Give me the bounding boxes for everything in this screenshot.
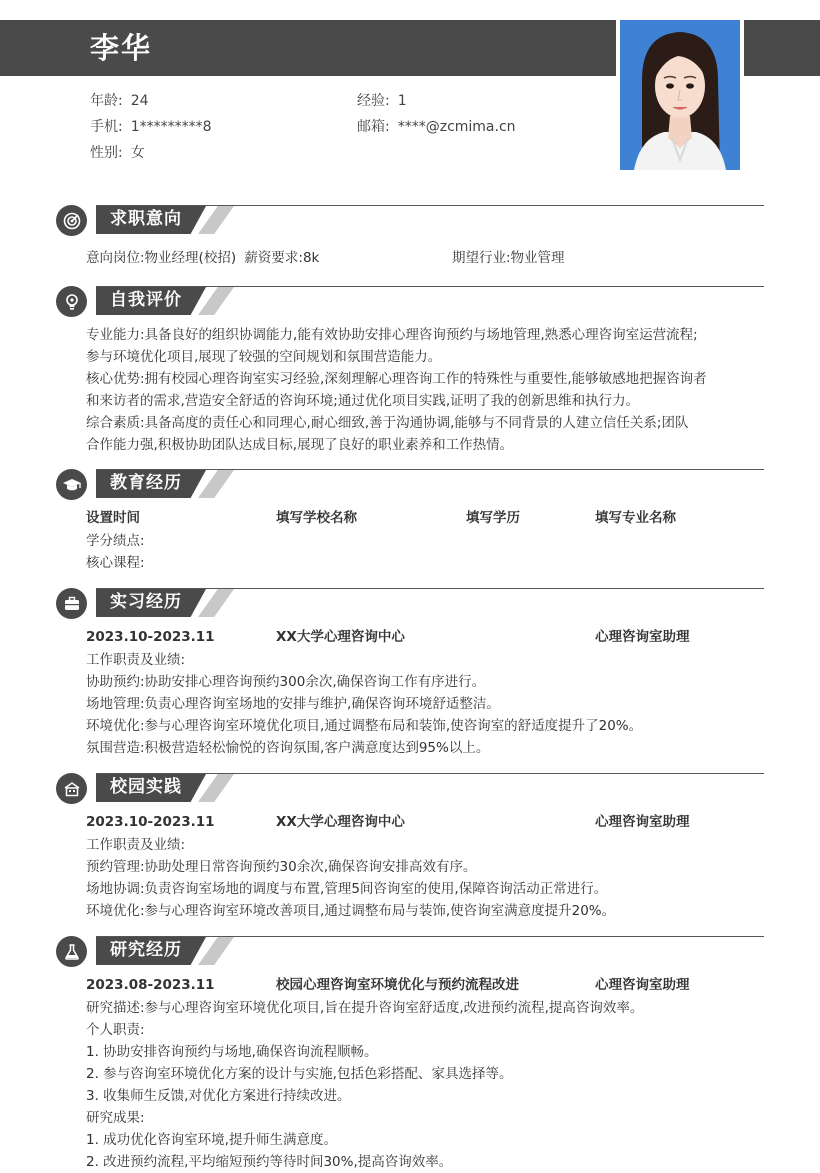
campus-line: 工作职责及业绩: xyxy=(86,837,186,853)
research-line: 2. 改进预约流程,平均缩短预约等待时间30%,提高咨询效率。 xyxy=(86,1154,453,1170)
profile-photo xyxy=(620,20,740,170)
internship-body xyxy=(86,649,766,759)
briefcase-icon xyxy=(56,588,87,619)
campus-org: XX大学心理咨询中心 xyxy=(276,814,405,830)
campus-line: 预约管理:协助处理日常咨询预约30余次,确保咨询安排高效有序。 xyxy=(86,859,477,875)
section-education-header xyxy=(56,469,764,501)
self-eval-line: 参与环境优化项目,展现了较强的空间规划和氛围营造能力。 xyxy=(86,349,442,365)
target-icon xyxy=(56,205,87,236)
research-project: 校园心理咨询室环境优化与预约流程改进 xyxy=(276,977,519,993)
lightbulb-icon xyxy=(56,286,87,317)
campus-body xyxy=(86,834,766,922)
research-line: 研究描述:参与心理咨询室环境优化项目,旨在提升咨询室舒适度,改进预约流程,提高咨询效率。 xyxy=(86,1000,644,1016)
gender-info xyxy=(90,143,145,163)
self-eval-line: 专业能力:具备良好的组织协调能力,能有效协助安排心理咨询预约与场地管理,熟悉心理咨询室运营流程; xyxy=(86,327,698,343)
section-internship-header xyxy=(56,588,764,620)
age-info xyxy=(90,91,149,111)
research-line: 个人职责: xyxy=(86,1022,145,1038)
section-title: 教育经历 xyxy=(110,473,182,493)
section-research-header xyxy=(56,936,764,968)
research-line: 3. 收集师生反馈,对优化方案进行持续改进。 xyxy=(86,1088,351,1104)
education-gpa: 学分绩点: xyxy=(86,533,145,549)
experience-label: 经验: xyxy=(357,93,390,109)
internship-line: 工作职责及业绩: xyxy=(86,652,186,668)
education-school: 填写学校名称 xyxy=(276,510,357,526)
intent-row xyxy=(86,247,766,269)
internship-line: 环境优化:参与心理咨询室环境优化项目,通过调整布局和装饰,使咨询室的舒适度提升了20%。 xyxy=(86,718,643,734)
email-label: 邮箱: xyxy=(357,119,390,135)
internship-line: 场地管理:负责心理咨询室场地的安排与维护,确保咨询环境舒适整洁。 xyxy=(86,696,500,712)
research-line: 1. 成功优化咨询室环境,提升师生满意度。 xyxy=(86,1132,337,1148)
phone-value: 1*********8 xyxy=(130,119,212,135)
section-campus-header xyxy=(56,773,764,805)
self-eval-line: 合作能力强,积极协助团队达成目标,展现了良好的职业素养和工作热情。 xyxy=(86,437,514,453)
internship-org: XX大学心理咨询中心 xyxy=(276,629,405,645)
education-major: 填写专业名称 xyxy=(595,510,676,526)
gender-label: 性别: xyxy=(90,145,123,161)
campus-role: 心理咨询室助理 xyxy=(595,814,690,830)
education-time: 设置时间 xyxy=(86,510,140,526)
campus-time: 2023.10-2023.11 xyxy=(86,814,215,830)
email-info xyxy=(357,117,516,137)
section-title: 自我评价 xyxy=(110,290,182,310)
internship-line: 氛围营造:积极营造轻松愉悦的咨询氛围,客户满意度达到95%以上。 xyxy=(86,740,490,756)
section-title: 实习经历 xyxy=(110,592,182,612)
candidate-name: 李华 xyxy=(90,31,153,65)
section-title: 校园实践 xyxy=(110,777,182,797)
phone-label: 手机: xyxy=(90,119,123,135)
research-time: 2023.08-2023.11 xyxy=(86,977,215,993)
age-value: 24 xyxy=(130,93,149,109)
internship-time: 2023.10-2023.11 xyxy=(86,629,215,645)
education-details xyxy=(86,530,766,574)
experience-value: 1 xyxy=(397,93,407,109)
self-eval-line: 和来访者的需求,营造安全舒适的咨询环境;通过优化项目实践,证明了我的创新思维和执行力。 xyxy=(86,393,640,409)
research-role: 心理咨询室助理 xyxy=(595,977,690,993)
section-intent-header xyxy=(56,205,764,237)
section-title: 研究经历 xyxy=(110,940,182,960)
gender-value: 女 xyxy=(130,145,145,161)
phone-info xyxy=(90,117,212,137)
research-line: 1. 协助安排咨询预约与场地,确保咨询流程顺畅。 xyxy=(86,1044,378,1060)
intent-salary: 薪资要求:8k xyxy=(244,250,320,266)
self-eval-line: 综合素质:具备高度的责任心和同理心,耐心细致,善于沟通协调,能够与不同背景的人建立信任关系;团队 xyxy=(86,415,689,431)
graduation-cap-icon xyxy=(56,469,87,500)
self-eval-body xyxy=(86,324,766,456)
experience-info xyxy=(357,91,407,111)
section-self-eval-header xyxy=(56,286,764,318)
education-courses: 核心课程: xyxy=(86,555,145,571)
research-body xyxy=(86,997,766,1173)
name-banner-right xyxy=(744,20,820,76)
self-eval-line: 核心优势:拥有校园心理咨询室实习经验,深刻理解心理咨询工作的特殊性与重要性,能够敏感地把握咨询者 xyxy=(86,371,707,387)
intent-industry: 期望行业:物业管理 xyxy=(452,250,565,266)
flask-icon xyxy=(56,936,87,967)
research-line: 研究成果: xyxy=(86,1110,145,1126)
education-degree: 填写学历 xyxy=(466,510,520,526)
email-value: ****@zcmima.cn xyxy=(397,119,516,135)
internship-line: 协助预约:协助安排心理咨询预约300余次,确保咨询工作有序进行。 xyxy=(86,674,486,690)
age-label: 年龄: xyxy=(90,93,123,109)
internship-role: 心理咨询室助理 xyxy=(595,629,690,645)
building-icon xyxy=(56,773,87,804)
section-title: 求职意向 xyxy=(110,209,182,229)
intent-position: 意向岗位:物业经理(校招) xyxy=(86,250,237,266)
campus-line: 环境优化:参与心理咨询室环境改善项目,通过调整布局与装饰,使咨询室满意度提升20%。 xyxy=(86,903,616,919)
campus-line: 场地协调:负责咨询室场地的调度与布置,管理5间咨询室的使用,保障咨询活动正常进行。 xyxy=(86,881,608,897)
research-line: 2. 参与咨询室环境优化方案的设计与实施,包括色彩搭配、家具选择等。 xyxy=(86,1066,513,1082)
